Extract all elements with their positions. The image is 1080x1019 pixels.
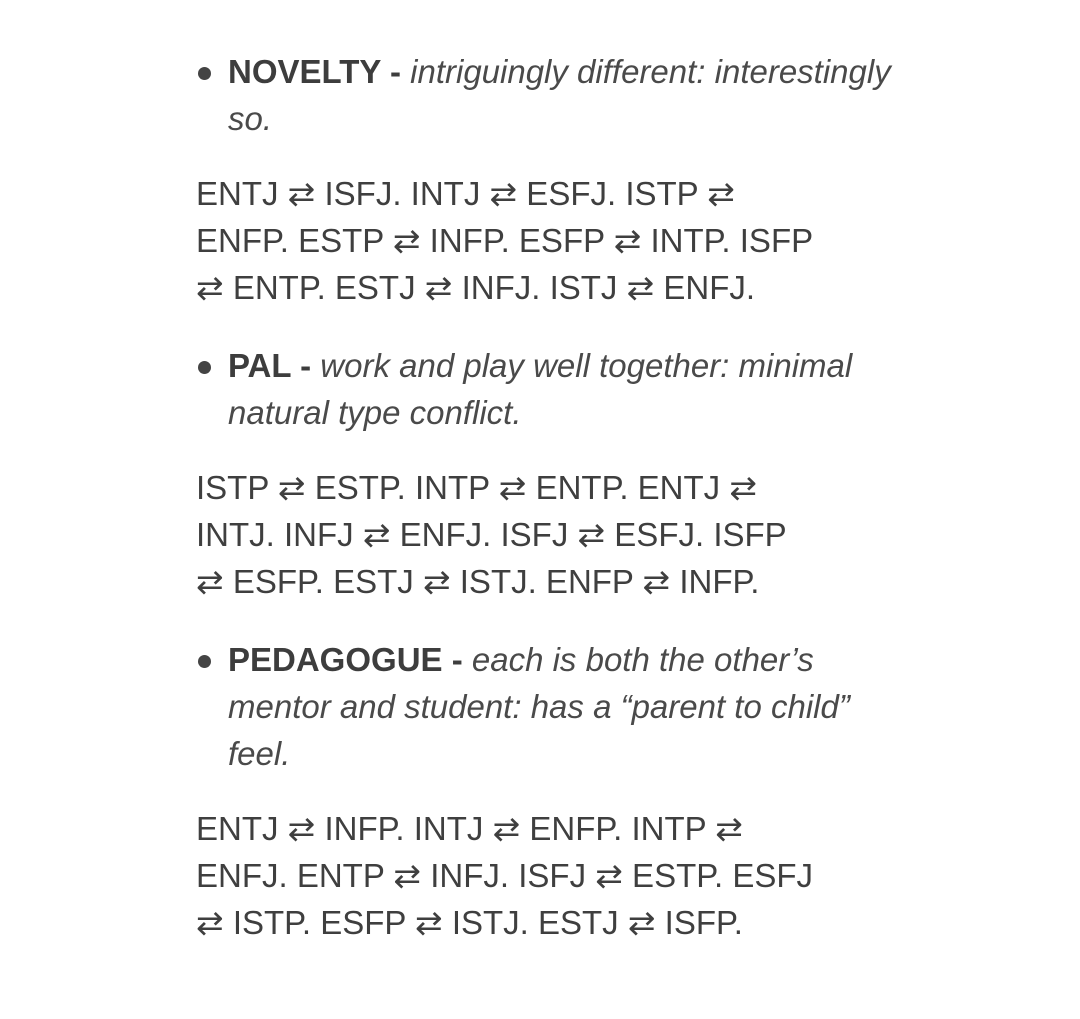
section-pedagogue	[196, 636, 916, 946]
type-pairs-paragraph	[196, 170, 896, 311]
bullet-item-novelty	[196, 48, 916, 142]
type-pairs-line: ⇄ ESFP. ESTJ ⇄ ISTJ. ENFP ⇄ INFP.	[196, 563, 760, 600]
section-novelty	[196, 48, 916, 311]
term-heading: PAL	[228, 347, 291, 384]
type-pairs-line: ⇄ ISTP. ESFP ⇄ ISTJ. ESTJ ⇄ ISFP.	[196, 904, 743, 941]
type-pairs-line: ENFJ. ENTP ⇄ INFJ. ISFJ ⇄ ESTP. ESFJ	[196, 857, 814, 894]
type-pairs-paragraph	[196, 464, 896, 605]
bullet-dot-icon	[198, 361, 211, 374]
type-pairs-line: ISTP ⇄ ESTP. INTP ⇄ ENTP. ENTJ ⇄	[196, 469, 757, 506]
bullet-item-pedagogue	[196, 636, 916, 777]
type-pairs-line: INTJ. INFJ ⇄ ENFJ. ISFJ ⇄ ESFJ. ISFP	[196, 516, 787, 553]
type-pairs-line: ENFP. ESTP ⇄ INFP. ESFP ⇄ INTP. ISFP	[196, 222, 814, 259]
document-body	[196, 48, 916, 977]
term-separator: -	[290, 347, 321, 384]
bullet-dot-icon	[198, 67, 211, 80]
type-pairs-line: ⇄ ENTP. ESTJ ⇄ INFJ. ISTJ ⇄ ENFJ.	[196, 269, 756, 306]
bullet-item-pal	[196, 342, 916, 436]
type-pairs-line: ENTJ ⇄ INFP. INTJ ⇄ ENFP. INTP ⇄	[196, 810, 743, 847]
type-pairs-line: ENTJ ⇄ ISFJ. INTJ ⇄ ESFJ. ISTP ⇄	[196, 175, 735, 212]
term-definition: each is both the other’s mentor and student: has a “parent to child” feel.	[228, 641, 850, 772]
section-pal	[196, 342, 916, 605]
type-pairs-paragraph	[196, 805, 896, 946]
term-separator: -	[442, 641, 472, 678]
term-heading: NOVELTY	[228, 53, 381, 90]
term-separator: -	[380, 53, 411, 90]
term-definition: work and play well together: minimal natural type conflict.	[228, 347, 853, 431]
bullet-dot-icon	[198, 655, 211, 668]
term-definition: intriguingly different: interestingly so.	[228, 53, 891, 137]
term-heading: PEDAGOGUE	[228, 641, 443, 678]
